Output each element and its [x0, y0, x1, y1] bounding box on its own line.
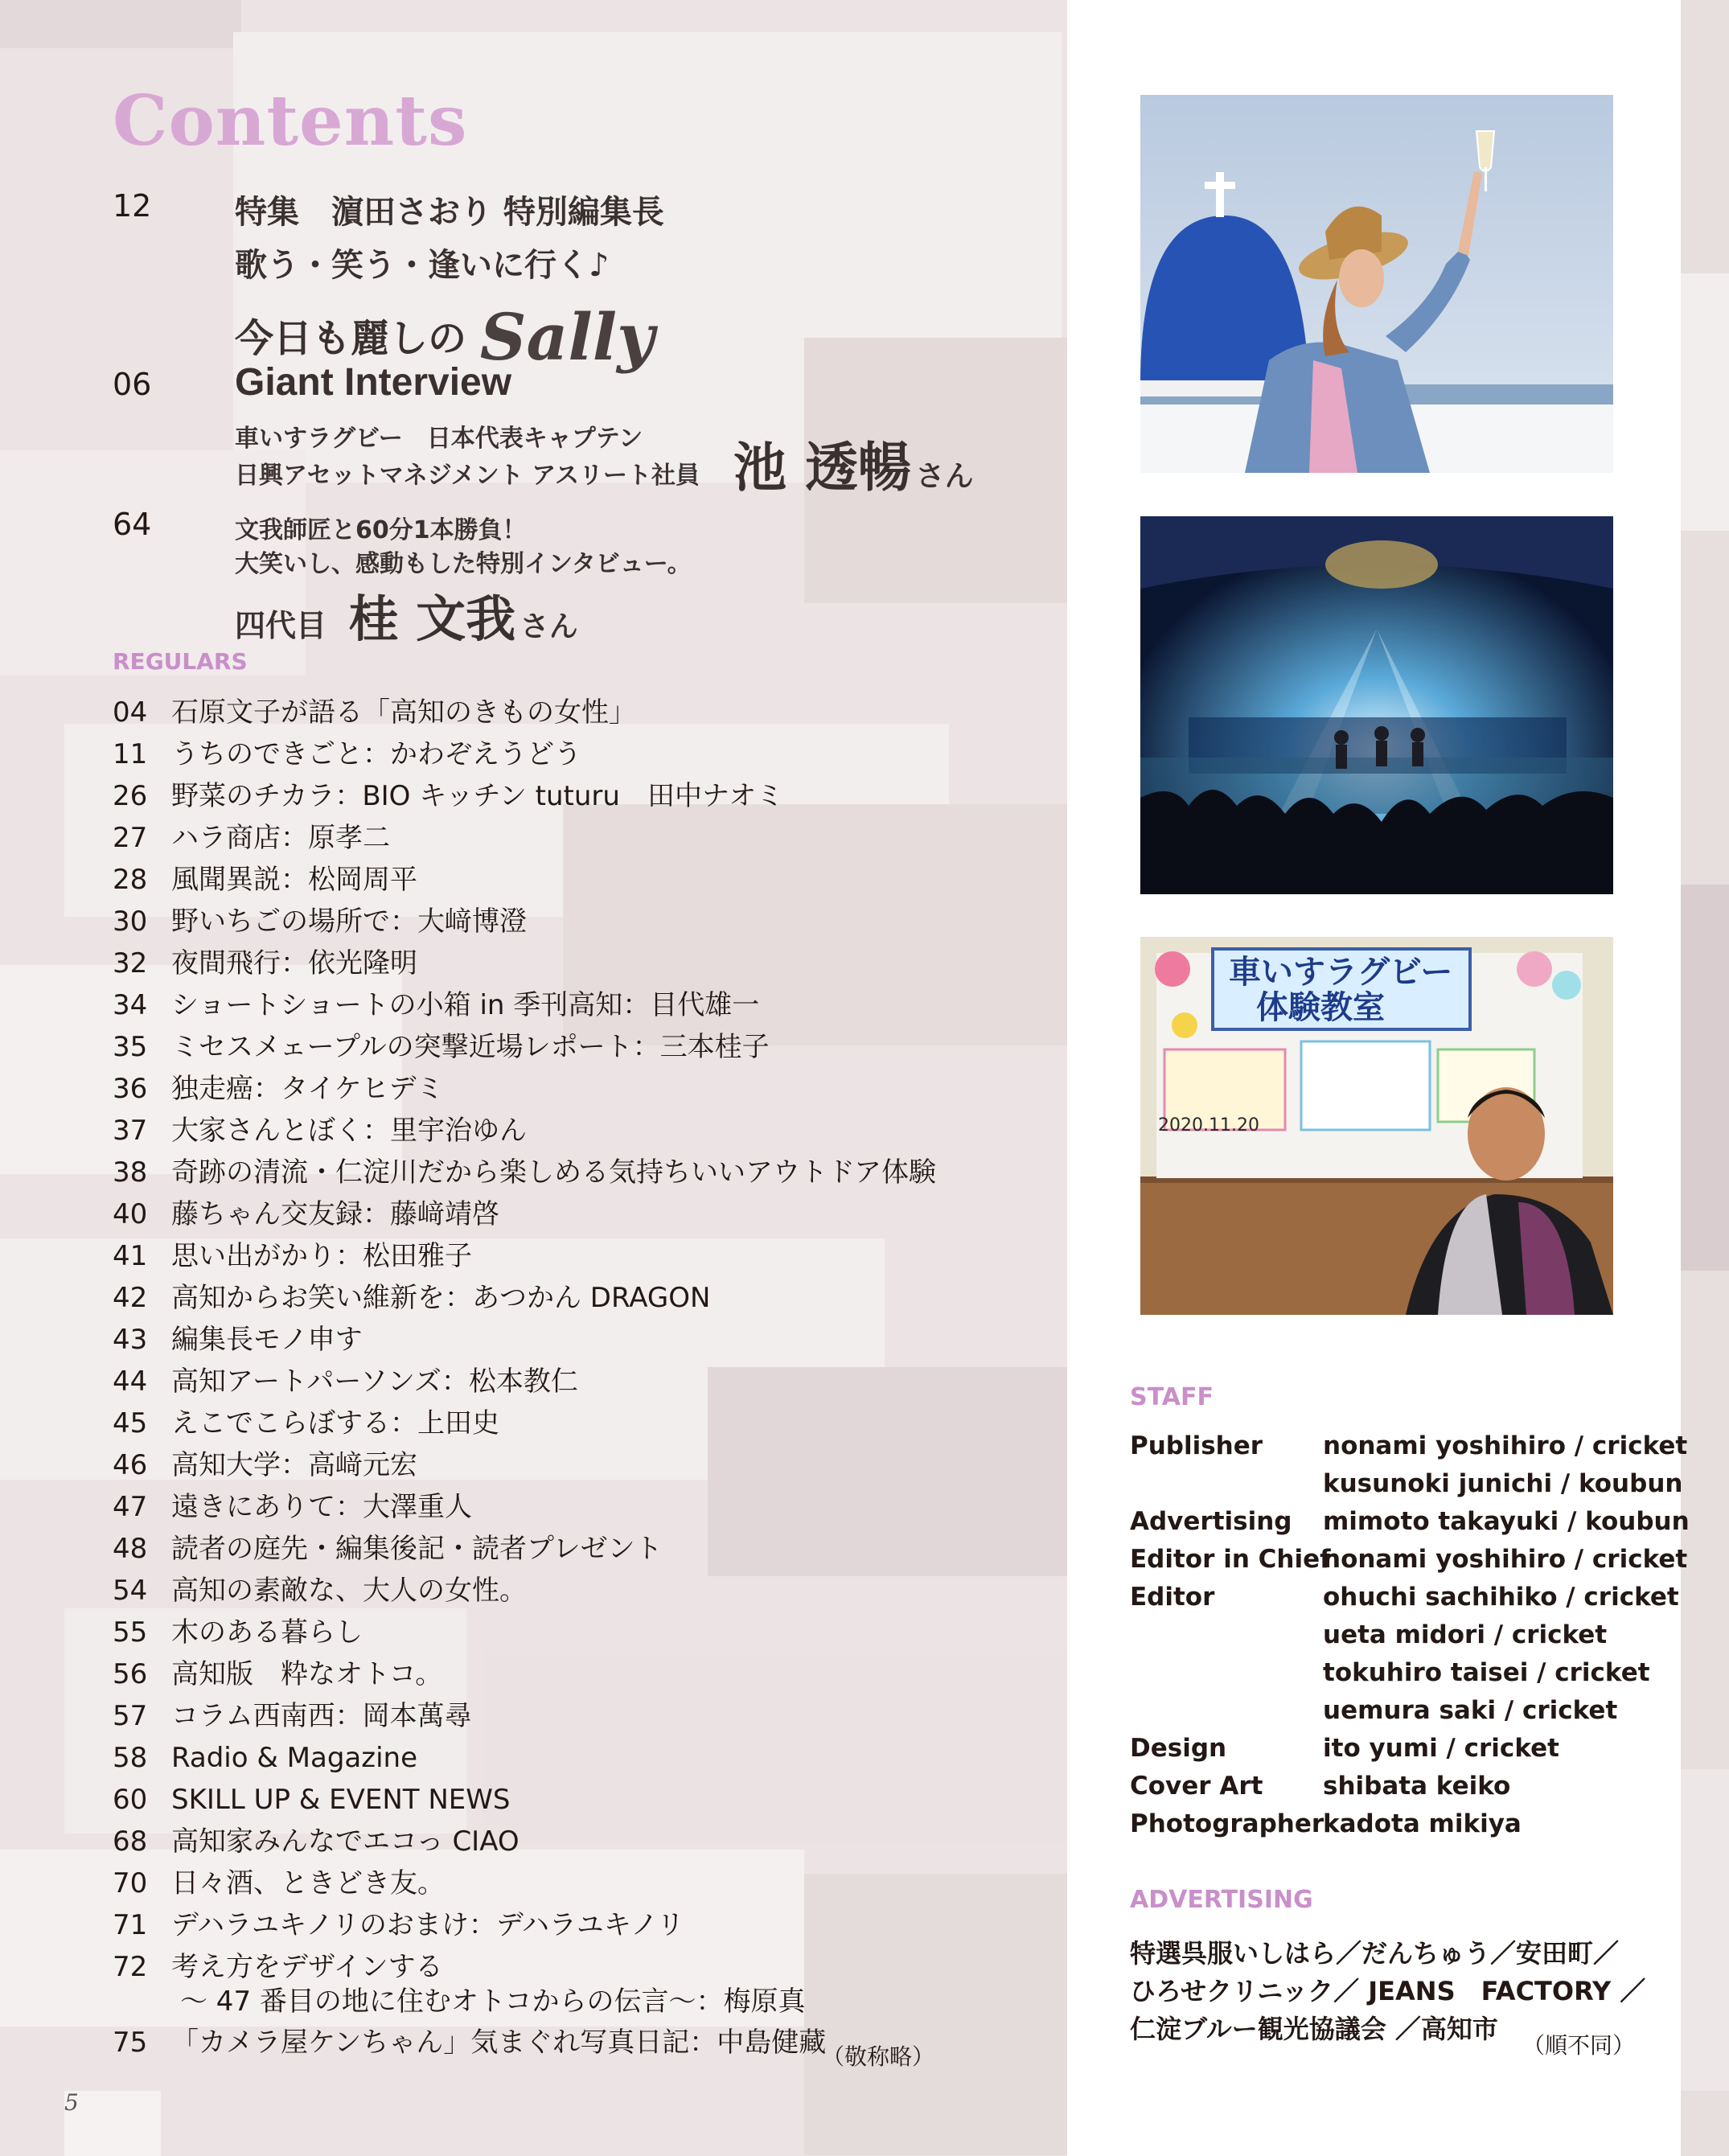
staff-name: ueta midori / cricket [1323, 1620, 1608, 1649]
regular-title: 風聞異説：松岡周平 [171, 864, 417, 896]
person-name: 桂 文我 [348, 589, 516, 648]
staff-role: Publisher [1130, 1431, 1263, 1460]
regular-item-subtitle: ～ 47 番目の地に住むオトコからの伝言～：梅原真 [180, 1986, 806, 2018]
feature-subtitle: 日興アセットマネジメント アスリート社員 [235, 462, 700, 490]
regular-title: コラム西南西：岡本萬尋 [171, 1700, 472, 1732]
regular-title: うちのできごと：かわぞえうどう [171, 738, 581, 770]
regular-title: 奇跡の清流・仁淀川だから楽しめる気持ちいいアウトドア体験 [171, 1156, 936, 1189]
staff-name: nonami yoshihiro / cricket [1323, 1431, 1688, 1460]
regular-page-number: 27 [113, 822, 148, 854]
feature-page-number: 64 [113, 507, 152, 542]
staff-row [1130, 1541, 1690, 1579]
list-item [113, 1737, 997, 1779]
regular-title: 高知大学：高﨑元宏 [171, 1449, 417, 1481]
staff-role: Photographer [1130, 1809, 1324, 1838]
staff-row [1130, 1805, 1690, 1843]
regular-title: ショートショートの小箱 in 季刊高知：目代雄一 [171, 989, 760, 1021]
regular-title: えこでこらぼする：上田史 [171, 1407, 499, 1439]
staff-table [1130, 1427, 1690, 1843]
regular-page-number: 46 [113, 1449, 148, 1481]
regular-title: 夜間飛行：依光隆明 [171, 947, 417, 979]
feature-person [235, 579, 578, 651]
staff-name: tokuhiro taisei / cricket [1323, 1658, 1650, 1687]
sign-text [1229, 955, 1452, 1025]
list-item [113, 1361, 997, 1402]
regular-title: ミセスメェープルの突撃近場レポート：三本桂子 [171, 1031, 770, 1063]
regular-title: 「カメラ屋ケンちゃん」気まぐれ写真日記：中島健藏 [171, 2027, 827, 2059]
regular-title: 考え方をデザインする [171, 1951, 443, 1983]
list-item [113, 942, 997, 984]
regular-page-number: 45 [113, 1407, 148, 1439]
feature-heading: Giant Interview [235, 361, 512, 404]
list-item [113, 1068, 997, 1110]
regulars-heading: REGULARS [113, 648, 248, 675]
regular-page-number: 32 [113, 947, 148, 979]
regular-page-number: 28 [113, 864, 148, 896]
list-item [113, 1653, 997, 1695]
regular-title: Radio & Magazine [171, 1742, 418, 1774]
staff-role: Design [1130, 1734, 1227, 1763]
regular-page-number: 48 [113, 1533, 148, 1565]
staff-name: kadota mikiya [1323, 1809, 1522, 1838]
regular-title: 野いちごの場所で：大﨑博澄 [171, 906, 527, 938]
feature-heading: 特集 濵田さおり 特別編集長 [235, 194, 664, 231]
staff-role [1130, 1616, 1323, 1654]
regular-page-number: 43 [113, 1324, 148, 1356]
list-item [113, 733, 997, 775]
regular-title: 石原文子が語る「高知のきもの女性」 [171, 696, 636, 729]
regular-title: ハラ商店：原孝二 [171, 822, 390, 854]
regular-title: SKILL UP & EVENT NEWS [171, 1784, 511, 1816]
list-item [113, 984, 997, 1026]
regular-page-number: 11 [113, 738, 148, 770]
list-item [113, 859, 997, 901]
staff-name: kusunoki junichi / koubun [1323, 1469, 1683, 1498]
regular-page-number: 04 [113, 696, 148, 729]
advertising-heading: ADVERTISING [1130, 1886, 1313, 1914]
person-name: 池 透暢 [733, 436, 911, 499]
sign-date: 2020.11.20 [1158, 1115, 1259, 1135]
regular-page-number: 71 [113, 1909, 148, 1941]
list-item [113, 1570, 997, 1612]
person-honorific: さん [520, 610, 578, 643]
staff-role [1130, 1654, 1323, 1692]
staff-role [1130, 1692, 1323, 1730]
regular-page-number: 47 [113, 1491, 148, 1523]
list-item [113, 1695, 997, 1737]
staff-name: mimoto takayuki / koubun [1323, 1507, 1690, 1536]
staff-row [1130, 1616, 1690, 1654]
regular-title: 野菜のチカラ：BIO キッチン tuturu 田中ナオミ [171, 780, 784, 812]
regular-page-number: 26 [113, 780, 148, 812]
feature-title [235, 291, 655, 375]
order-note: （順不同） [1522, 2032, 1636, 2059]
feature-page-number: 12 [113, 188, 152, 224]
staff-name: nonami yoshihiro / cricket [1323, 1545, 1688, 1574]
honorific-note: （敬称略） [822, 2043, 935, 2070]
advertiser-line: 特選呉服いしはら／だんちゅう／安田町／ [1130, 1938, 1620, 1969]
list-item [113, 1821, 997, 1862]
regular-title: 高知の素敵な、大人の女性。 [171, 1575, 527, 1607]
list-item [113, 1277, 997, 1319]
staff-name: shibata keiko [1323, 1772, 1511, 1801]
staff-role: Editor [1130, 1583, 1215, 1612]
list-item [113, 1193, 997, 1235]
list-item [113, 1319, 997, 1361]
regular-page-number: 70 [113, 1867, 148, 1899]
regular-page-number: 58 [113, 1742, 148, 1774]
staff-row [1130, 1579, 1690, 1616]
regular-page-number: 57 [113, 1700, 148, 1732]
staff-row [1130, 1503, 1690, 1541]
feature-subtitle: 歌う・笑う・逢いに行く♪ [235, 247, 610, 284]
photo-concert-hall [1140, 516, 1613, 894]
list-item [113, 775, 997, 817]
regular-page-number: 42 [113, 1282, 148, 1314]
staff-name: ohuchi sachihiko / cricket [1323, 1583, 1679, 1612]
list-item [113, 1110, 997, 1152]
sign-line: 車いすラグビー [1229, 954, 1453, 991]
regular-title: 高知版 粋なオトコ。 [171, 1658, 443, 1690]
regular-page-number: 75 [113, 2027, 148, 2059]
page-title: Contents [113, 80, 468, 162]
regular-page-number: 56 [113, 1658, 148, 1690]
staff-heading: STAFF [1130, 1383, 1214, 1411]
feature-page-number: 06 [113, 367, 152, 402]
list-item [113, 692, 997, 733]
list-item [113, 1152, 997, 1193]
list-item [113, 2022, 826, 2064]
advertiser-line: ひろせクリニック／ JEANS FACTORY ／ [1130, 1976, 1646, 2006]
regular-page-number: 68 [113, 1825, 148, 1858]
regular-title: 高知からお笑い維新を：あつかん DRAGON [171, 1282, 711, 1314]
feature-person [733, 425, 974, 501]
list-item [113, 1486, 997, 1528]
regulars-list [113, 692, 997, 1988]
regular-page-number: 37 [113, 1115, 148, 1147]
regular-title: デハラユキノリのおまけ：デハラユキノリ [171, 1909, 684, 1941]
feature-subtitle: 車いすラグビー 日本代表キャプテン [235, 425, 643, 453]
sign-line: 体験教室 [1256, 989, 1385, 1026]
regular-page-number: 54 [113, 1575, 148, 1607]
staff-role: Editor in Chief [1130, 1545, 1331, 1574]
regular-page-number: 30 [113, 906, 148, 938]
regular-page-number: 40 [113, 1198, 148, 1230]
regular-page-number: 35 [113, 1031, 148, 1063]
list-item [113, 1026, 997, 1068]
list-item [113, 1612, 997, 1653]
regular-title: 独走癌：タイケヒデミ [171, 1073, 444, 1105]
regular-page-number: 34 [113, 989, 148, 1021]
advertiser-line: 仁淀ブルー観光協議会 ／高知市 [1130, 2014, 1498, 2044]
staff-row [1130, 1768, 1690, 1805]
regular-title: 編集長モノ申す [171, 1324, 363, 1356]
feature-title-script: Sally [479, 299, 655, 375]
staff-name: uemura saki / cricket [1323, 1696, 1618, 1725]
list-item [113, 1904, 997, 1946]
list-item [113, 817, 997, 859]
regular-title: 大家さんとぼく：里宇治ゆん [171, 1115, 527, 1147]
list-item [113, 1235, 997, 1277]
list-item [113, 1779, 997, 1821]
staff-row [1130, 1427, 1690, 1465]
staff-row [1130, 1465, 1690, 1503]
regular-title: 高知アートパーソンズ：松本教仁 [171, 1365, 578, 1398]
regular-title: 思い出がかり：松田雅子 [171, 1240, 472, 1272]
regular-page-number: 41 [113, 1240, 148, 1272]
regular-page-number: 55 [113, 1616, 148, 1649]
regular-title: 日々酒、ときどき友。 [171, 1867, 445, 1899]
staff-row [1130, 1730, 1690, 1768]
regular-title: 高知家みんなでエコっ CIAO [171, 1825, 520, 1858]
regular-title: 木のある暮らし [171, 1616, 363, 1649]
list-item [113, 1862, 997, 1904]
regular-page-number: 38 [113, 1156, 148, 1189]
regular-page-number: 36 [113, 1073, 148, 1105]
regular-title: 読者の庭先・編集後記・読者プレゼント [171, 1533, 663, 1565]
staff-role: Advertising [1130, 1507, 1292, 1536]
staff-name: ito yumi / cricket [1323, 1734, 1559, 1763]
photo-rugby-workshop [1140, 937, 1613, 1315]
feature-title-text: 今日も麗しの [235, 316, 467, 361]
list-item [113, 1444, 997, 1486]
staff-row [1130, 1654, 1690, 1692]
photo-sally-santorini [1140, 95, 1613, 473]
person-honorific: さん [915, 460, 974, 493]
feature-subtitle: 文我師匠と60分1本勝負！ [235, 516, 527, 544]
staff-role: Cover Art [1130, 1772, 1263, 1801]
regular-title: 藤ちゃん交友録：藤﨑靖啓 [171, 1198, 499, 1230]
page-number: 5 [64, 2089, 79, 2116]
regular-page-number: 44 [113, 1365, 148, 1398]
staff-row [1130, 1692, 1690, 1730]
list-item [113, 1402, 997, 1444]
regular-page-number: 72 [113, 1951, 148, 1983]
list-item [113, 901, 997, 942]
feature-subtitle: 大笑いし、感動もした特別インタビュー。 [235, 550, 692, 578]
person-prefix: 四代目 [235, 608, 327, 643]
regular-page-number: 60 [113, 1784, 148, 1816]
staff-role [1130, 1465, 1323, 1503]
regular-title: 遠きにありて：大澤重人 [171, 1491, 472, 1523]
list-item [113, 1528, 997, 1570]
